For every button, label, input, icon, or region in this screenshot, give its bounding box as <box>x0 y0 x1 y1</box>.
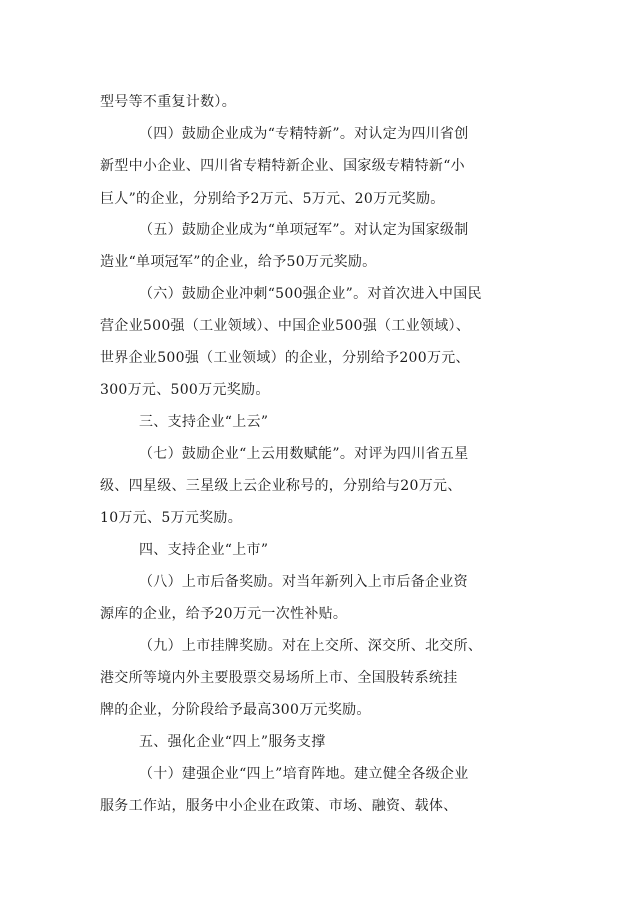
text-line: （六）鼓励企业冲刺“500强企业”。对首次进入中国民 <box>139 286 482 302</box>
text-line: 源库的企业，给予20万元一次性补贴。 <box>100 606 348 622</box>
text-line: （十）建强企业“四上”培育阵地。建立健全各级企业 <box>139 766 469 782</box>
text-line: 型号等不重复计数）。 <box>100 94 236 110</box>
text-line: 营企业500强（工业领域）、中国企业500强（工业领域）、 <box>100 318 471 334</box>
text-line: 10万元、5万元奖励。 <box>100 510 243 526</box>
text-line: （八）上市后备奖励。对当年新列入上市后备企业资 <box>139 574 468 590</box>
text-line: 牌的企业，分阶段给予最高300万元奖励。 <box>100 702 371 718</box>
section-heading: 四、支持企业“上市” <box>139 542 269 558</box>
text-line: 级、四星级、三星级上云企业称号的，分别给与20万元、 <box>100 478 462 494</box>
text-line: （七）鼓励企业“上云用数赋能”。对评为四川省五星 <box>139 446 469 462</box>
text-line: 300万元、500万元奖励。 <box>100 382 270 398</box>
section-heading: 三、支持企业“上云” <box>139 414 269 430</box>
text-line: 巨人”的企业，分别给予2万元、5万元、20万元奖励。 <box>100 191 445 207</box>
text-line: 新型中小企业、四川省专精特新企业、国家级专精特新“小 <box>100 158 465 174</box>
text-line: 造业“单项冠军”的企业，给予50万元奖励。 <box>100 254 377 270</box>
text-line: 港交所等境内外主要股票交易场所上市、全国股转系统挂 <box>100 670 458 686</box>
text-line: （五）鼓励企业成为“单项冠军”。对认定为国家级制 <box>139 222 469 238</box>
text-line: （四）鼓励企业成为“专精特新”。对认定为四川省创 <box>139 126 469 142</box>
text-line: 服务工作站，服务中小企业在政策、市场、融资、载体、 <box>100 798 458 814</box>
text-line: （九）上市挂牌奖励。对在上交所、深交所、北交所、 <box>139 638 483 654</box>
text-line: 世界企业500强（工业领域）的企业，分别给予200万元、 <box>100 350 470 366</box>
section-heading: 五、强化企业“四上”服务支撑 <box>139 734 326 750</box>
